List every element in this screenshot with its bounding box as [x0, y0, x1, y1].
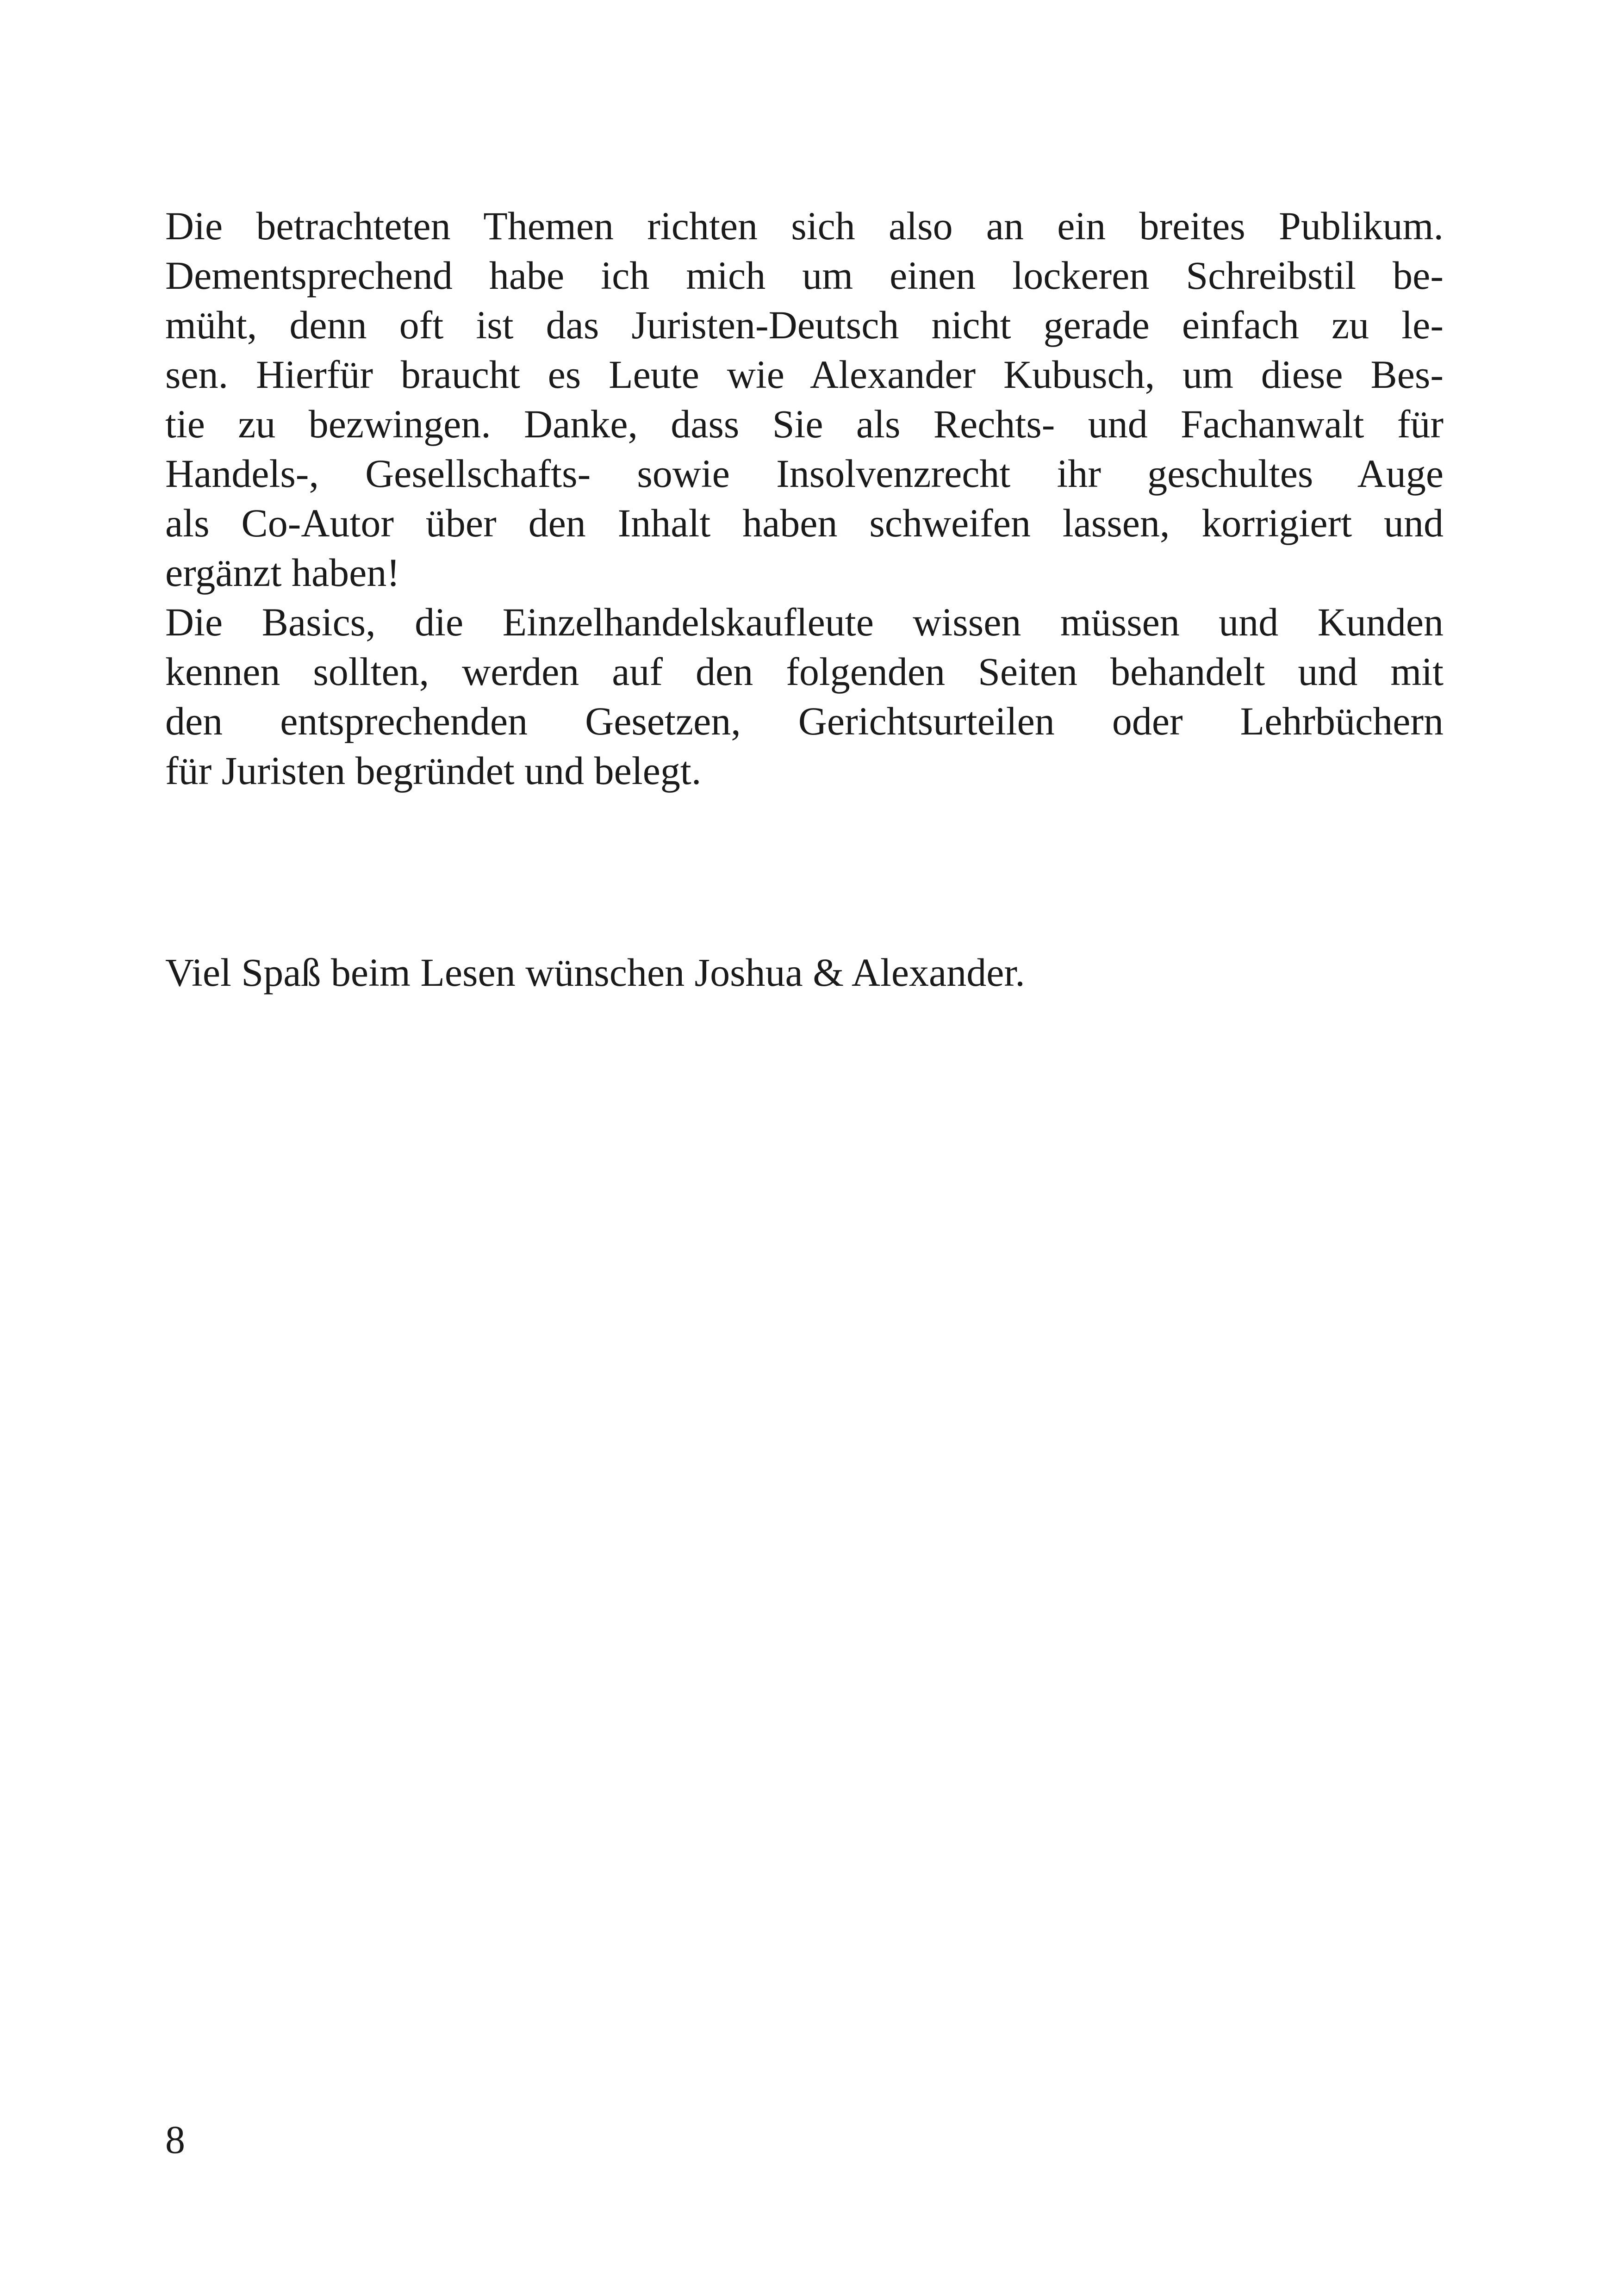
paragraph-line: Die betrachteten Themen richten sich also an ein breites Publikum. [165, 204, 1444, 248]
paragraph-line: Die Basics, die Einzelhandelskaufleute wissen müssen und Kunden [165, 600, 1444, 644]
paragraph-line: Dementsprechend habe ich mich um einen lockeren Schreibstil be- [165, 253, 1444, 298]
paragraph-line: kennen sollten, werden auf den folgenden Seiten behandelt und mit [165, 649, 1444, 694]
paragraph-line: Handels-, Gesellschafts- sowie Insolvenzrecht ihr geschultes Auge [165, 451, 1444, 496]
paragraph-line: den entsprechenden Gesetzen, Gerichtsurteilen oder Lehrbüchern [165, 699, 1444, 743]
paragraph-line: tie zu bezwingen. Danke, dass Sie als Rechts- und Fachanwalt für [165, 402, 1444, 446]
closing-line: Viel Spaß beim Lesen wünschen Joshua & Alexander. [165, 950, 1025, 995]
paragraph-line: ergänzt haben! [165, 550, 400, 595]
paragraph-line: für Juristen begründet und belegt. [165, 748, 702, 793]
paragraph-line: als Co-Autor über den Inhalt haben schweifen lassen, korrigiert und [165, 501, 1444, 545]
paragraph-2 [165, 597, 1444, 796]
paragraph-line: müht, denn oft ist das Juristen-Deutsch nicht gerade einfach zu le- [165, 303, 1444, 347]
paragraph-1 [165, 201, 1444, 597]
body-text [165, 201, 1444, 796]
page-number: 8 [165, 2117, 185, 2162]
paragraph-line: sen. Hierfür braucht es Leute wie Alexander Kubusch, um diese Bes- [165, 352, 1444, 397]
